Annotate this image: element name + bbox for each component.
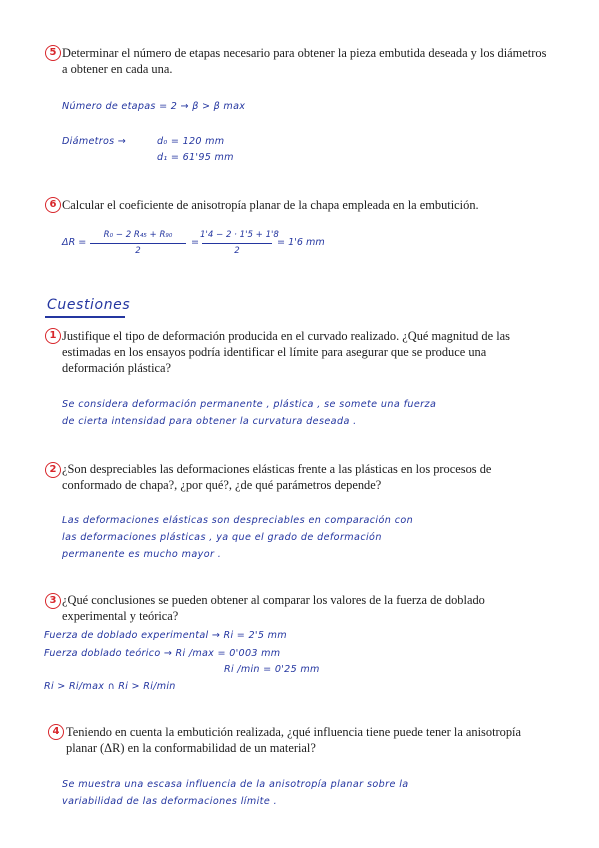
formula-denominator-2: 2 [234, 246, 240, 256]
question-c1-text: Justifique el tipo de deformación producida en el curvado realizado. ¿Qué magnitud de las estimadas en los ensayos podría identificar el límite para asegurar que se produce una deformación plástica? [62, 329, 510, 375]
answer-c4-line1: Se muestra una escasa influencia de la anisotropía planar sobre la [62, 779, 409, 790]
answer-c3-line1: Fuerza de doblado experimental → Ri = 2'5 mm [44, 630, 287, 641]
answer-c2-line2: las deformaciones plásticas , ya que el grado de deformación [62, 532, 382, 543]
fraction-bar-2 [202, 243, 272, 244]
section-title: Cuestiones [47, 297, 131, 313]
formula-equals: = [191, 237, 200, 248]
answer-diameters-label: Diámetros → [62, 136, 127, 147]
answer-c1-line1: Se considera deformación permanente , plástica , se somete una fuerza [62, 399, 437, 410]
formula-denominator-1: 2 [135, 246, 141, 256]
formula-numerator-1: R₀ − 2 R₄₅ + R₉₀ [103, 230, 173, 240]
formula-result: = 1'6 mm [277, 237, 325, 248]
answer-c2-line3: permanente es mucho mayor . [62, 549, 222, 560]
answer-d0: d₀ = 120 mm [157, 136, 225, 147]
number-circle-6: 6 [45, 197, 61, 213]
answer-c2-line1: Las deformaciones elásticas son despreciables en comparación con [62, 515, 414, 526]
answer-c1-line2: de cierta intensidad para obtener la curvatura deseada . [62, 416, 357, 427]
answer-d1: d₁ = 61'95 mm [157, 152, 234, 163]
answer-stages: Número de etapas = 2 → β > β max [62, 101, 246, 112]
question-c4-text: Teniendo en cuenta la embutición realizada, ¿qué influencia tiene puede tener la anisotropía planar (ΔR) en la conformabilidad de un material? [66, 725, 521, 755]
answer-c3-line3: Ri /min = 0'25 mm [224, 664, 320, 675]
section-title-underline [45, 316, 125, 318]
answer-c3-line4: Ri > Ri/max ∩ Ri > Ri/min [44, 681, 176, 692]
formula-lhs: ΔR = [62, 237, 87, 248]
number-circle-5: 5 [45, 45, 61, 61]
question-5-text: Determinar el número de etapas necesario para obtener la pieza embutida deseada y los diámetros a obtener en cada una. [62, 46, 547, 76]
number-circle-c4: 4 [48, 724, 64, 740]
question-c2-text: ¿Son despreciables las deformaciones elásticas frente a las plásticas en los procesos de conformado de chapa?, ¿por qué?, ¿de qué parámetros depende? [62, 462, 492, 492]
number-circle-c3: 3 [45, 593, 61, 609]
question-6-text: Calcular el coeficiente de anisotropía planar de la chapa empleada en la embutición. [62, 198, 479, 212]
answer-c3-line2: Fuerza doblado teórico → Ri /max = 0'003 mm [44, 648, 281, 659]
formula-numerator-2: 1'4 − 2 · 1'5 + 1'8 [200, 230, 279, 240]
answer-c4-line2: variabilidad de las deformaciones límite . [62, 796, 278, 807]
number-circle-c2: 2 [45, 462, 61, 478]
question-c3-text: ¿Qué conclusiones se pueden obtener al comparar los valores de la fuerza de doblado experimental y teórica? [62, 593, 485, 623]
number-circle-c1: 1 [45, 328, 61, 344]
fraction-bar-1 [90, 243, 186, 244]
